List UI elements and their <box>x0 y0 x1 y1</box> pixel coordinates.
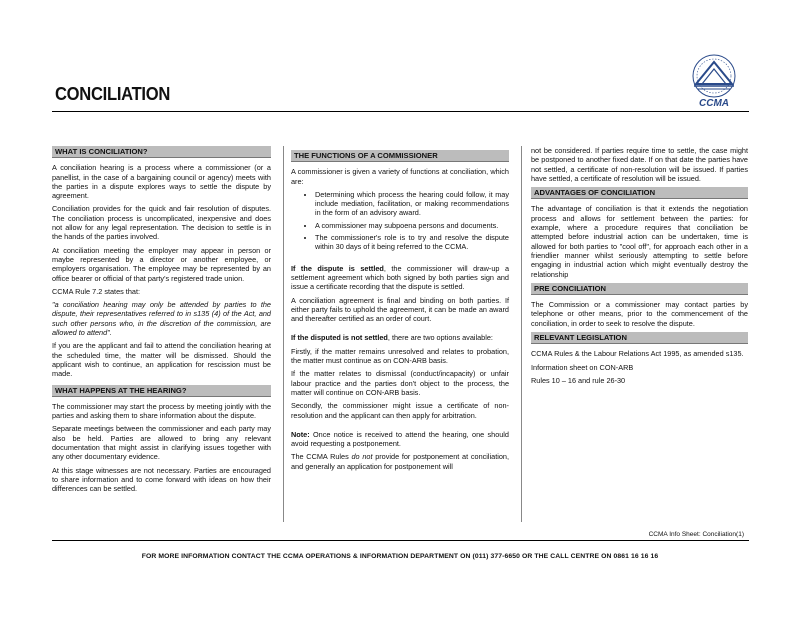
section-heading: RELEVANT LEGISLATION <box>531 332 748 344</box>
column-2 <box>291 150 509 475</box>
paragraph: Firstly, if the matter remains unresolved and relates to probation, the matter must continue as on CON-ARB basis. <box>291 346 509 366</box>
text-span: , the commissioner will draw-up a settlement agreement which both signed by both parties sign and issue a certificate recording that the dispute is settled. <box>291 263 509 292</box>
paragraph: The advantage of conciliation is that it extends the negotiation process and allows for settlement between the parties: for example, where a procedure requires that conciliation be attempted before industrial action can be undertaken, time is allowed for both parties to "cool off", for approach each other in a friendlier manner whilst seriously attempting to settle before engaging in industrial action which might eventually destroy the relationship <box>531 204 748 279</box>
bold-phrase: If the dispute is settled <box>291 263 384 273</box>
bottom-rule <box>52 540 749 541</box>
paragraph: Conciliation provides for the quick and fair resolution of disputes. The conciliation process is uncomplicated, inexpensive and does not allow for any legal representation. The decision to settle is in the hands of the parties involved. <box>52 204 271 242</box>
paragraph: A commissioner is given a variety of functions at conciliation, which are: <box>291 167 509 186</box>
paragraph <box>291 452 509 471</box>
column-divider <box>283 146 284 522</box>
italic-phrase: do not <box>351 452 373 462</box>
paragraph: Information sheet on CON-ARB <box>531 362 634 372</box>
section-heading: PRE CONCILIATION <box>531 283 748 295</box>
section-heading: WHAT HAPPENS AT THE HEARING? <box>52 385 271 397</box>
text-span: Once notice is received to attend the hearing, one should avoid requesting a postponement. <box>291 429 509 449</box>
paragraph: The commissioner may start the process by meeting jointly with the parties and asking them to share information about the dispute. <box>52 401 271 421</box>
paragraph: If the matter relates to dismissal (conduct/incapacity) or unfair labour practice and the parties don't object to the process, the matter will continue on CON-ARB basis. <box>291 369 509 397</box>
list-item: • A commissioner may subpoena persons and documents. <box>315 221 509 230</box>
ccma-logo <box>682 50 746 130</box>
paragraph: At this stage witnesses are not necessary. Parties are encouraged to share information and to come forward with ideas on how their differences can be settled. <box>52 465 271 494</box>
section-heading: ADVANTAGES OF CONCILIATION <box>531 187 748 199</box>
list-item: • Determining which process the hearing could follow, it may include mediation, facilitation, or making recommendations in the form of an advisory award. <box>315 190 509 218</box>
paragraph: CCMA Rules & the Labour Relations Act 1995, as amended s135. <box>531 349 744 359</box>
contact-footer: FOR MORE INFORMATION CONTACT THE CCMA OPERATIONS & INFORMATION DEPARTMENT ON (011) 377-6650 OR THE CALL CENTRE ON 0861 16 16 16 <box>141 553 659 560</box>
info-sheet-label: CCMA Info Sheet: Conciliation(1) <box>648 531 744 538</box>
paragraph: The Commission or a commissioner may contact parties by telephone or other means, prior to the commencement of the conciliation, in order to seek to resolve the dispute. <box>531 300 748 328</box>
paragraph: Rules 10 – 16 and rule 26-30 <box>531 375 626 385</box>
bold-phrase: Note: <box>291 429 310 439</box>
logo-text: CCMA <box>699 98 729 109</box>
section-heading: THE FUNCTIONS OF A COMMISSIONER <box>291 150 509 162</box>
text-span: provide for postponement at conciliation, and generally an application for postponement will <box>291 452 509 471</box>
list-item: • The commissioner's role is to try and resolve the dispute within 30 days of it being referred to the CCMA. <box>315 233 509 252</box>
text-span: , there are two options available: <box>387 333 493 343</box>
text-span: The CCMA Rules <box>291 452 352 462</box>
paragraph: CCMA Rule 7.2 states that: <box>52 286 141 296</box>
paragraph: Secondly, the commissioner might issue a certificate of non-resolution and the applicant can then apply for arbitration. <box>291 401 509 420</box>
page-title: CONCILIATION <box>55 84 171 104</box>
section-heading: WHAT IS CONCILIATION? <box>52 146 271 158</box>
paragraph <box>291 430 509 449</box>
paragraph: Separate meetings between the commissioner and each party may also be held. Parties are allowed to bring any relevant documentation that might assist in clarifying issues together with any other documentary evidence. <box>52 424 271 462</box>
rule-quote: "a conciliation hearing may only be attended by parties to the dispute, their representatives referred to in s135 (4) of the Act, and such other persons who, in the discretion of the commission, are allowed to attend". <box>52 300 271 338</box>
paragraph: If you are the applicant and fail to attend the conciliation hearing at the scheduled time, the matter will be dismissed. Should the applicant wish to continue, an application for rescission must be made. <box>52 341 271 379</box>
paragraph <box>291 333 509 342</box>
column-3 <box>531 146 748 389</box>
paragraph: not be considered. If parties require time to settle, the case might be postponed to another fixed date. If on that date the parties have not settled, a certificate of non-resolution will be issued. If parties have settled, a certificate of resolution will be issued. <box>531 146 748 183</box>
ccma-emblem-icon <box>682 50 746 100</box>
bold-phrase: If the disputed is not settled <box>291 333 388 343</box>
column-divider <box>521 146 522 522</box>
paragraph: A conciliation agreement is final and binding on both parties. If either party fails to uphold the agreement, it can be made an award and thereafter certified as an order of court. <box>291 295 509 324</box>
functions-list <box>291 190 509 252</box>
top-rule <box>52 111 749 112</box>
paragraph <box>291 264 509 292</box>
paragraph: A conciliation hearing is a process where a commissioner (or a panellist, in the case of a bargaining council or agency) meets with the parties in a dispute explores ways to settle the dispute by agreement. <box>52 163 271 201</box>
column-1 <box>52 146 271 498</box>
paragraph: At conciliation meeting the employer may appear in person or maybe represented by a director or another employee, or employers organisation. The employee may be represented by an office bearer or official of that party's registered trade union. <box>52 245 271 283</box>
